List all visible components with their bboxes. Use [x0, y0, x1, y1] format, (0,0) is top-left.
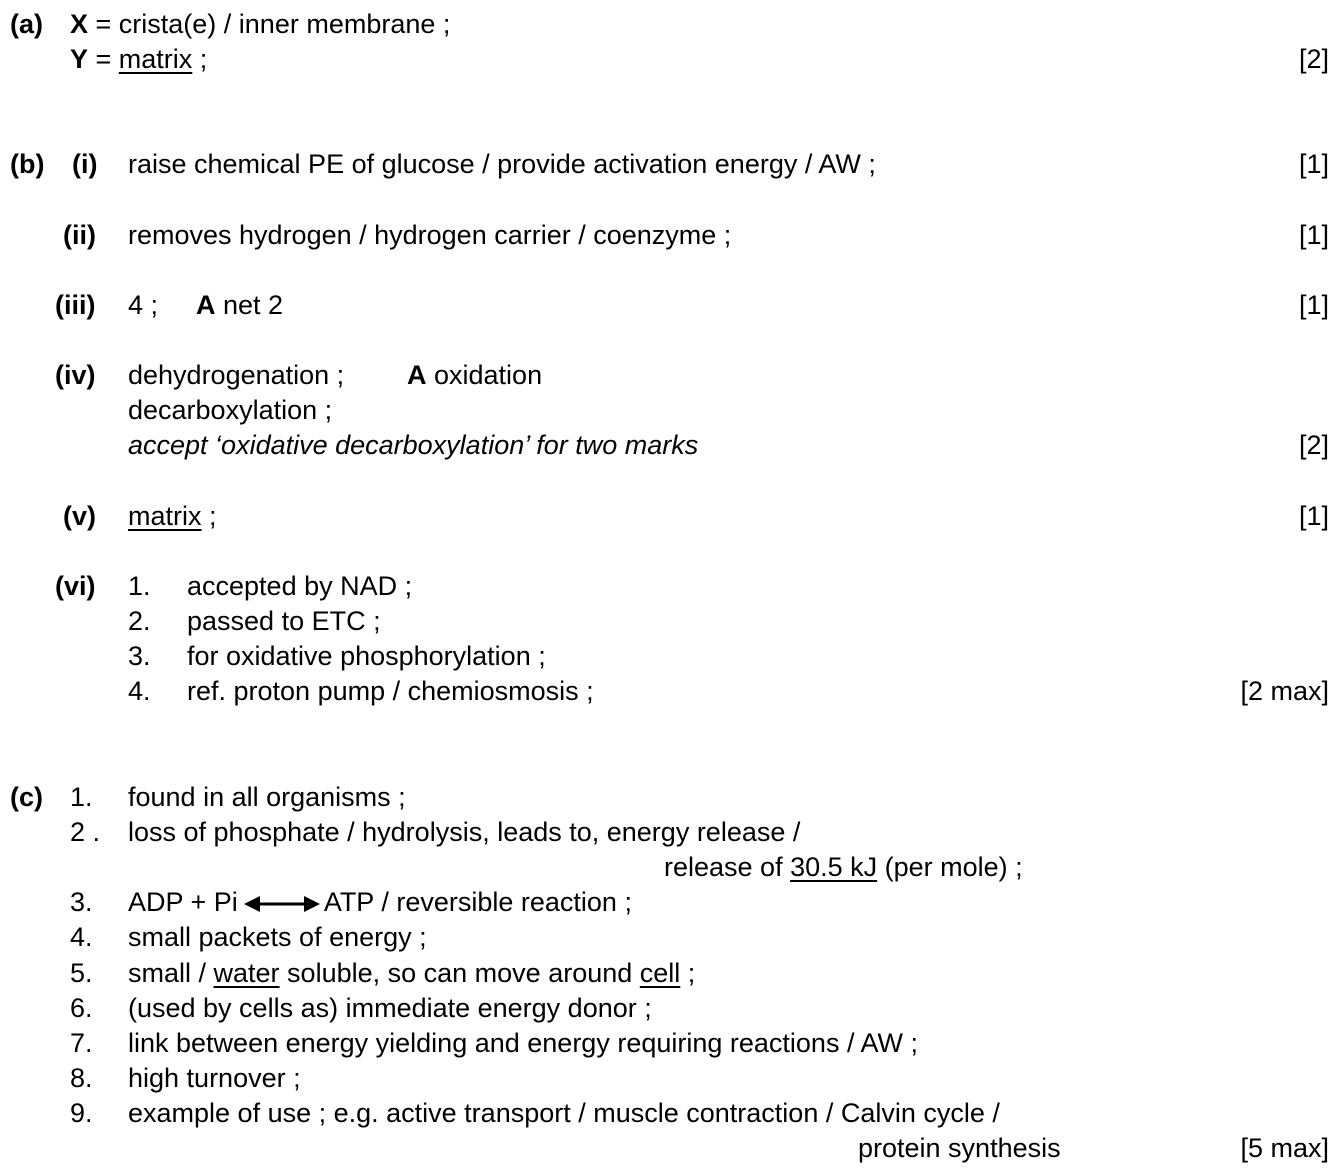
item-text: soluble, so can move around	[279, 958, 640, 988]
part-b-ii-mark: [1]	[1298, 220, 1329, 250]
part-a-line2	[70, 43, 207, 75]
accept-marker: A	[196, 290, 216, 320]
part-b-iii-label: (iii)	[55, 290, 96, 320]
reactant-text: ADP + Pi	[128, 887, 238, 917]
list-item: for oxidative phosphorylation ;	[187, 641, 546, 671]
list-item-num: 7.	[70, 1028, 93, 1058]
part-b-iii-mark: [1]	[1298, 290, 1329, 320]
part-b-iv-answer-1: dehydrogenation ;	[128, 360, 345, 390]
list-item: found in all organisms ;	[128, 782, 406, 812]
part-b-i-answer: raise chemical PE of glucose / provide activation energy / AW ;	[128, 149, 876, 179]
accept-text: net 2	[215, 290, 284, 320]
list-item: ref. proton pump / chemiosmosis ;	[187, 676, 594, 706]
list-item: passed to ETC ;	[187, 606, 381, 636]
part-b-iii-accept	[196, 289, 283, 321]
list-item: high turnover ;	[128, 1063, 301, 1093]
list-item-num: 3.	[128, 641, 151, 671]
part-b-iv-accept	[407, 359, 542, 391]
semicolon: ;	[201, 501, 217, 531]
list-item-num: 2.	[128, 606, 151, 636]
part-b-ii-label: (ii)	[63, 220, 96, 250]
underlined-word: cell	[639, 958, 681, 988]
list-item-num: 4.	[70, 922, 93, 952]
semicolon: ;	[192, 44, 208, 74]
part-b-iv-mark: [2]	[1298, 430, 1329, 460]
list-item-num: 3.	[70, 887, 93, 917]
list-item-num: 5.	[70, 958, 93, 988]
part-b-i-label: (i)	[72, 149, 98, 179]
part-b-i-mark: [1]	[1298, 149, 1329, 179]
list-item-num: 2 .	[70, 817, 101, 847]
list-item-continuation	[664, 851, 1023, 883]
part-b-v-answer	[128, 500, 217, 532]
underlined-word: water	[213, 958, 280, 988]
list-item	[128, 957, 695, 989]
energy-value: 30.5 kJ	[790, 852, 878, 882]
continuation-text: (per mole) ;	[877, 852, 1023, 882]
term-x-answer: = crista(e) / inner membrane ;	[88, 9, 451, 39]
list-item-num: 1.	[128, 571, 151, 601]
continuation-text: release of	[664, 852, 791, 882]
equals-sign: =	[88, 44, 119, 74]
part-b-label: (b)	[10, 149, 45, 179]
list-item: small packets of energy ;	[128, 922, 427, 952]
list-item: example of use ; e.g. active transport / muscle contraction / Calvin cycle /	[128, 1098, 1000, 1128]
list-item-num: 9.	[70, 1098, 93, 1128]
term-y: Y	[70, 44, 89, 74]
product-text: ATP / reversible reaction ;	[323, 887, 632, 917]
list-item: link between energy yielding and energy requiring reactions / AW ;	[128, 1028, 918, 1058]
list-item-num: 1.	[70, 782, 93, 812]
part-a-label: (a)	[10, 9, 43, 39]
list-item-continuation: protein synthesis	[858, 1133, 1061, 1163]
part-c-mark: [5 max]	[1240, 1133, 1329, 1163]
part-b-v-mark: [1]	[1298, 501, 1329, 531]
double-arrow-icon	[244, 895, 320, 913]
list-item	[128, 886, 632, 918]
item-text: small /	[128, 958, 214, 988]
part-a-mark: [2]	[1298, 44, 1329, 74]
term-x: X	[70, 9, 89, 39]
part-b-ii-answer: removes hydrogen / hydrogen carrier / coenzyme ;	[128, 220, 732, 250]
part-a-line1	[70, 8, 450, 40]
list-item: accepted by NAD ;	[187, 571, 413, 601]
list-item-num: 6.	[70, 993, 93, 1023]
list-item: (used by cells as) immediate energy donor ;	[128, 993, 652, 1023]
part-c-label: (c)	[10, 782, 43, 812]
part-b-iv-label: (iv)	[55, 360, 96, 390]
list-item: loss of phosphate / hydrolysis, leads to, energy release /	[128, 817, 801, 847]
part-b-vi-mark: [2 max]	[1240, 676, 1329, 706]
list-item-num: 4.	[128, 676, 151, 706]
part-b-iii-answer: 4 ;	[128, 290, 159, 320]
part-b-v-label: (v)	[63, 501, 96, 531]
part-b-iv-answer-2: decarboxylation ;	[128, 395, 333, 425]
item-text: ;	[680, 958, 696, 988]
list-item-num: 8.	[70, 1063, 93, 1093]
answer-underlined: matrix	[128, 501, 202, 531]
accept-marker: A	[407, 360, 427, 390]
part-b-vi-label: (vi)	[55, 571, 96, 601]
term-y-answer: matrix	[118, 44, 193, 74]
part-b-iv-note: accept ‘oxidative decarboxylation’ for two marks	[128, 430, 699, 460]
accept-text: oxidation	[426, 360, 543, 390]
